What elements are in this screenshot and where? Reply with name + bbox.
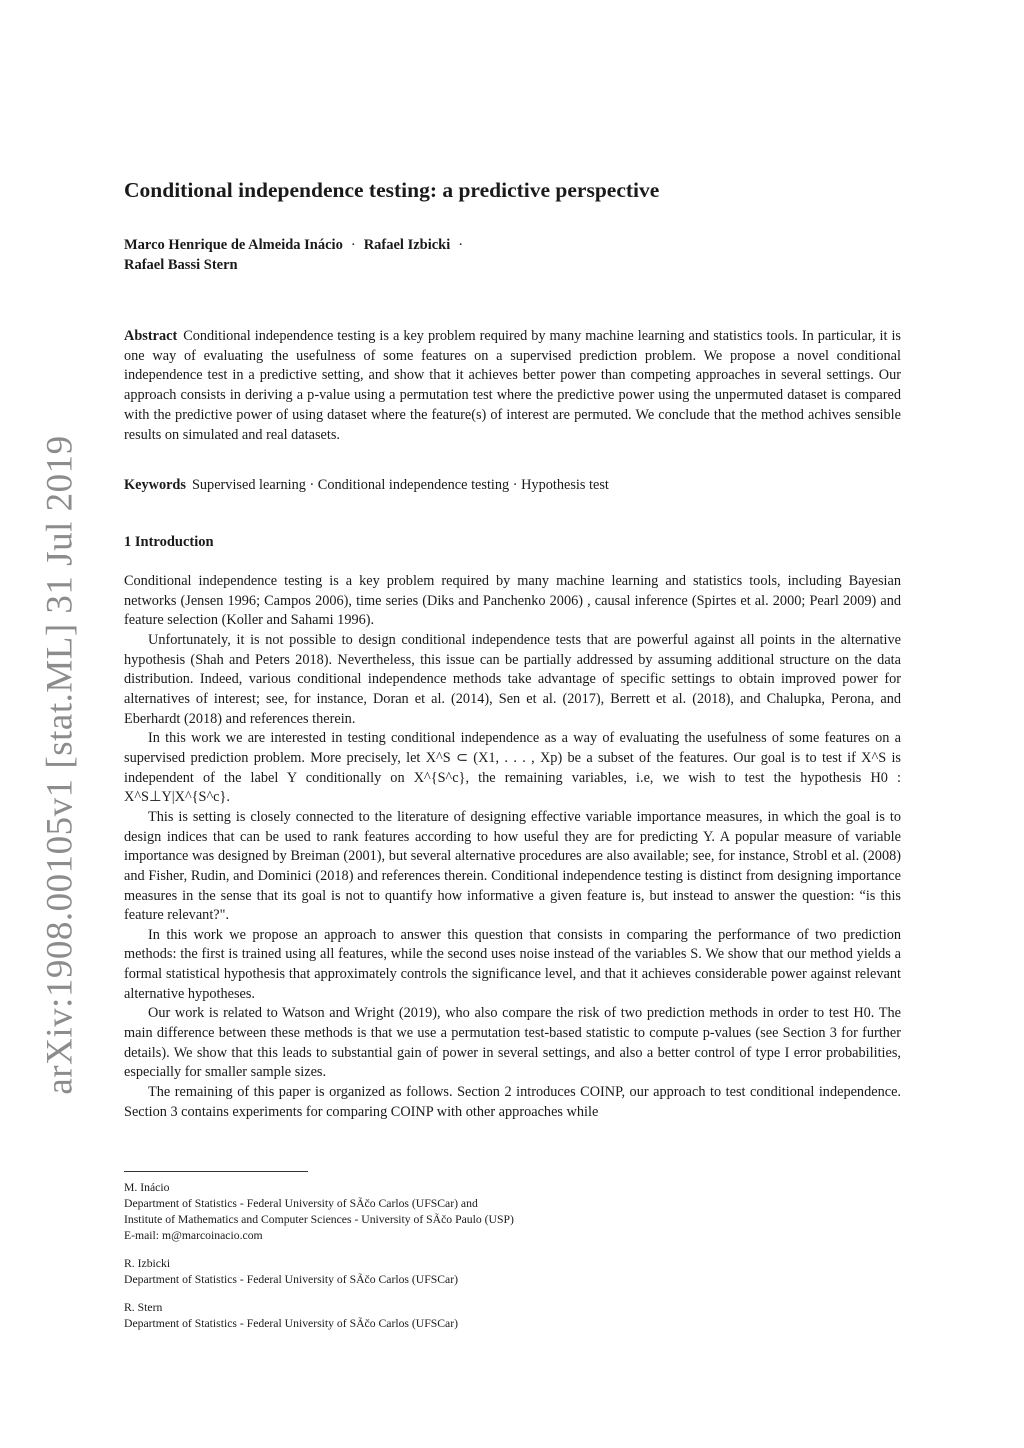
author-affiliations — [124, 1180, 901, 1344]
author-line-1 — [124, 235, 904, 255]
arxiv-identifier: arXiv:1908.00105v1 [stat.ML] 31 Jul 2019 — [39, 435, 81, 1095]
author-name: Marco Henrique de Almeida Inácio — [124, 237, 343, 253]
author-list — [124, 235, 904, 275]
paragraph: Our work is related to Watson and Wright (2019), who also compare the risk of two prediction methods in order to test H0. The main difference between these methods is that we use a permutation test-based statistic to compute p-values (see Section 3 for further details). We show that this leads to substantial gain of power in several settings, and also a better control of type I error probabilities, especially for smaller sample sizes. — [124, 1005, 901, 1081]
affiliation-line: Institute of Mathematics and Computer Sciences - University of SÃčo Paulo (USP) — [124, 1213, 514, 1226]
paragraph: In this work we propose an approach to answer this question that consists in comparing the performance of two prediction methods: the first is trained using all features, while the second uses noise instead of the variables S. We show that our method yields a formal statistical hypothesis that approximately controls the significance level, and that it achieves considerable power against relevant alternative hypotheses. — [124, 926, 901, 1002]
keywords-label: Keywords — [124, 477, 186, 493]
author-separator: · — [458, 237, 464, 253]
abstract-text: Conditional independence testing is a key problem required by many machine learning and statistics tools. In particular, it is one way of evaluating the usefulness of some features on a supervised prediction problem. We propose a novel conditional independence test in a predictive setting, and show that it achieves better power than competing approaches in several settings. Our approach consists in deriving a p-value using a permutation test where the predictive power using the unpermuted dataset is compared with the predictive power of using dataset where the feature(s) of interest are permuted. We conclude that the method achives sensible results on simulated and real datasets. — [124, 328, 901, 443]
affiliation-line: Department of Statistics - Federal University of SÃčo Carlos (UFSCar) — [124, 1317, 459, 1330]
author-line-2: Rafael Bassi Stern — [124, 257, 238, 273]
affiliation-block — [124, 1300, 901, 1332]
paragraph: This is setting is closely connected to the literature of designing effective variable importance measures, in which the goal is to design indices that can be used to rank features according to how useful they are for predicting Y. A popular measure of variable importance was designed by Breiman (2001), but several alternative procedures are also available; see, for instance, Strobl et al. (2008) and Fisher, Rudin, and Dominici (2018) and references therein. Conditional independence testing is distinct from designing importance measures in the sense that its goal is not to quantify how informative a given feature is, but instead to answer the question: “is this feature relevant?". — [124, 808, 901, 924]
abstract — [124, 327, 901, 445]
affiliation-block — [124, 1180, 901, 1244]
keywords-text: Supervised learning · Conditional independence testing · Hypothesis test — [191, 477, 609, 493]
paragraph: Conditional independence testing is a key problem required by many machine learning and statistics tools, including Bayesian networks (Jensen 1996; Campos 2006), time series (Diks and Panchenko 2006) , causal inference (Spirtes et al. 2000; Pearl 2009) and feature selection (Koller and Sahami 1996). — [124, 573, 901, 629]
author-name: Rafael Izbicki — [363, 237, 451, 253]
affiliation-line: Department of Statistics - Federal University of SÃčo Carlos (UFSCar) — [124, 1273, 459, 1286]
section-heading: 1 Introduction — [124, 534, 214, 550]
affiliation-name: R. Stern — [124, 1301, 163, 1314]
keywords — [124, 476, 901, 496]
footnote-rule — [124, 1171, 308, 1172]
arxiv-sidebar — [39, 435, 81, 1095]
author-separator: · — [350, 237, 356, 253]
affiliation-email[interactable]: E-mail: m@marcoinacio.com — [124, 1229, 263, 1242]
affiliation-name: M. Inácio — [124, 1181, 170, 1194]
paragraph: Unfortunately, it is not possible to design conditional independence tests that are powerful against all points in the alternative hypothesis (Shah and Peters 2018). Nevertheless, this issue can be partially addressed by assuming additional structure on the data distribution. Indeed, various conditional independence methods take advantage of specific settings to obtain improved power for alternatives of interest; see, for instance, Doran et al. (2014), Sen et al. (2017), Berrett et al. (2018), and Chalupka, Perona, and Eberhardt (2018) and references therein. — [124, 631, 901, 727]
affiliation-line: Department of Statistics - Federal University of SÃčo Carlos (UFSCar) and — [124, 1197, 478, 1210]
affiliation-name: R. Izbicki — [124, 1257, 171, 1270]
paragraph: The remaining of this paper is organized as follows. Section 2 introduces COINP, our approach to test conditional independence. Section 3 contains experiments for comparing COINP with other approaches while — [124, 1084, 901, 1120]
affiliation-block — [124, 1256, 901, 1288]
paper-title: Conditional independence testing: a predictive perspective — [124, 178, 660, 202]
paragraph: In this work we are interested in testing conditional independence as a way of evaluating the usefulness of some features on a supervised prediction problem. More precisely, let X^S ⊂ (X1, . . . , Xp) be a subset of the features. Our goal is to test if X^S is independent of the label Y conditionally on X^{S^c}, the remaining variables, i.e, we wish to test the hypothesis H0 : X^S⊥Y|X^{S^c}. — [124, 730, 901, 806]
abstract-label: Abstract — [124, 328, 178, 344]
introduction-body — [124, 572, 901, 1122]
